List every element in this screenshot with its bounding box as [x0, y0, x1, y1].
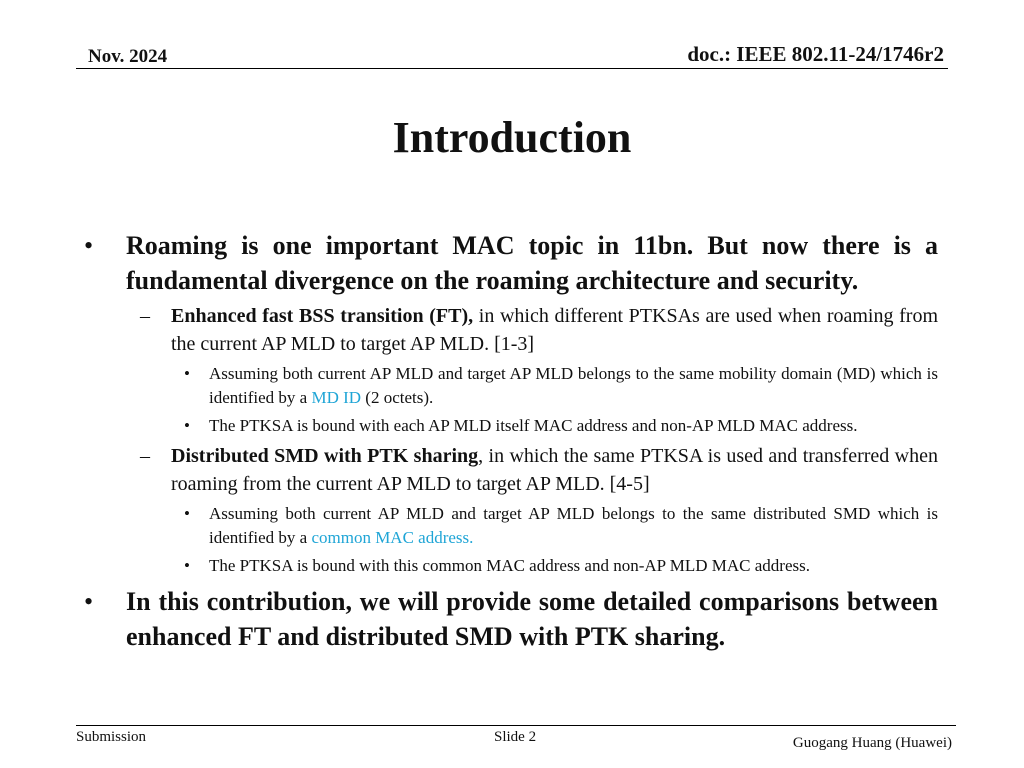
footer-divider — [76, 725, 956, 726]
slide-title: Introduction — [392, 113, 632, 162]
header-date: Nov. 2024 — [88, 46, 168, 67]
bullet-marker: • — [84, 587, 94, 616]
common-mac-highlight: common MAC address. — [311, 528, 474, 547]
bullet-marker: • — [184, 416, 190, 435]
bullet-2-text: In this contribution, we will provide some detailed comparisons between enhanced FT and distributed SMD with PTK sharing. — [126, 587, 938, 651]
dash-marker: – — [140, 445, 150, 467]
sub-bullet-distributed-smd-bold: Distributed SMD with PTK sharing — [171, 445, 479, 467]
sub-sub-bullet-common-mac-bound — [84, 554, 938, 578]
bullet-marker: • — [184, 504, 190, 523]
sub-bullet-distributed-smd-text: , in which the same PTKSA is used and transferred when roaming from the current AP MLD to target AP MLD. [4-5] — [171, 445, 939, 495]
sub-bullet-enhanced-ft — [84, 302, 938, 358]
sub-sub-bullet-md-text-end: (2 octets). — [361, 388, 434, 407]
md-id-highlight: MD ID — [311, 388, 362, 407]
footer-slide-number: Slide 2 — [494, 729, 537, 745]
header-doc-id: doc.: IEEE 802.11-24/1746r2 — [687, 42, 944, 66]
dash-marker: – — [140, 305, 150, 327]
footer-author: Guogang Huang (Huawei) — [792, 735, 952, 751]
sub-bullet-enhanced-ft-text: in which different PTKSAs are used when roaming from the current AP MLD to target AP MLD. [1-3] — [171, 305, 938, 355]
sub-sub-bullet-md-text: Assuming both current AP MLD and target AP MLD belongs to the same mobility domain (MD) which is identified by a — [209, 364, 938, 407]
bullet-marker: • — [84, 231, 94, 260]
sub-sub-bullet-smd-text: Assuming both current AP MLD and target AP MLD belongs to the same distributed SMD which is identified by a — [209, 504, 938, 547]
slide-body — [84, 228, 938, 654]
header-divider — [76, 68, 948, 69]
sub-sub-bullet-md — [84, 362, 938, 410]
bullet-2 — [84, 584, 938, 654]
bullet-1-text: Roaming is one important MAC topic in 11bn. But now there is a fundamental divergence on the roaming architecture and security. — [126, 231, 938, 295]
bullet-1 — [84, 228, 938, 298]
sub-bullet-enhanced-ft-bold: Enhanced fast BSS transition (FT), — [171, 305, 474, 327]
sub-sub-bullet-common-mac-bound-text: The PTKSA is bound with this common MAC address and non-AP MLD MAC address. — [209, 556, 810, 575]
sub-sub-bullet-ptksa-bound — [84, 414, 938, 438]
sub-sub-bullet-smd — [84, 502, 938, 550]
sub-bullet-distributed-smd — [84, 442, 938, 498]
sub-sub-bullet-ptksa-bound-text: The PTKSA is bound with each AP MLD itself MAC address and non-AP MLD MAC address. — [209, 416, 858, 435]
footer-submission: Submission — [76, 729, 147, 745]
bullet-marker: • — [184, 556, 190, 575]
bullet-marker: • — [184, 364, 190, 383]
